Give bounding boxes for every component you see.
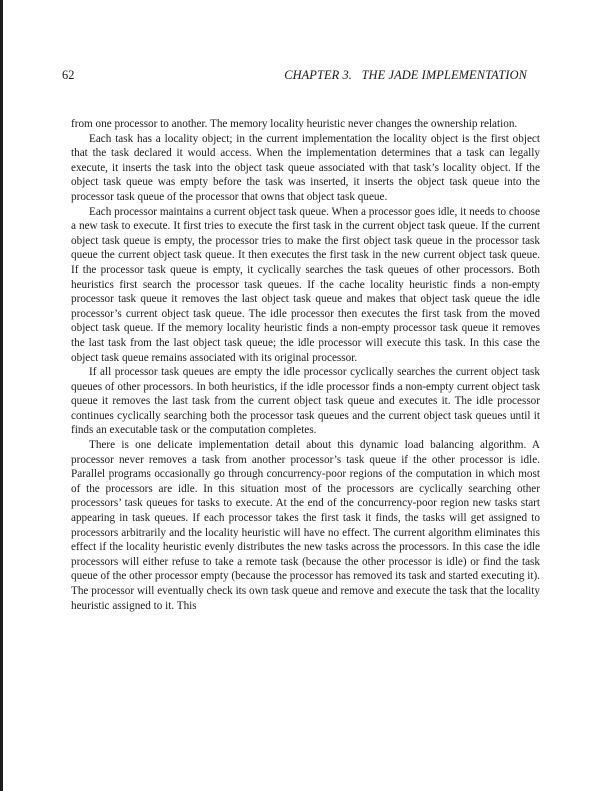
chapter-title: CHAPTER 3. THE JADE IMPLEMENTATION bbox=[284, 68, 527, 82]
scan-margin-edge bbox=[0, 0, 3, 791]
paragraph-implementation-detail: There is one delicate implementation detail about this dynamic load balancing algorithm. A processor never removes a task from another processor’s task queue if the other processor is idle. Parallel programs occasionally go through concurrency-poor regions of the computation in which most of the processors are idle. In this situation most of the processors are cyclically searching other processors’ task queues for tasks to execute. At the end of the concurrency-poor region new tasks start appearing in task queues. If each processor takes the first task it finds, the tasks will get assigned to processors arbitrarily and the locality heuristic will have no effect. The current algorithm eliminates this effect if the locality heuristic evenly distributes the new tasks across the processors. In this case the idle processors will either refuse to take a remote task (because the other processor is idle) or find the task queue of the other processor empty (because the processor has removed its task and started executing it). The processor will eventually check its own task queue and remove and execute the task that the locality heuristic assigned to it. This bbox=[71, 439, 540, 612]
paragraph-continuation: from one processor to another. The memory locality heuristic never changes the ownership relation. bbox=[71, 118, 518, 130]
paragraph-locality-object: Each task has a locality object; in the current implementation the locality object is the first object that the task declared it would access. When the implementation determines that a task can legally execute, it inserts the task into the object task queue associated with that task’s locality object. If the object task queue was empty before the task was inserted, it inserts the object task queue into the processor task queue of the processor that owns that object task queue. bbox=[71, 132, 540, 203]
paragraph-current-object-queue: Each processor maintains a current object task queue. When a processor goes idle, it needs to choose a new task to execute. It first tries to execute the first task in the current object task queue. If the current object task queue is empty, the processor tries to make the first object task queue in the processor task queue the current object task queue. It then executes the first task in the new current object task queue. If the processor task queue is empty, it cyclically searches the task queues of other processors. Both heuristics first search the processor task queues. If the cache locality heuristic finds a non-empty processor task queue it removes the last object task queue and makes that object task queue the idle processor’s current object task queue. The idle processor then executes the first task from the moved object task queue. If the memory locality heuristic finds a non-empty processor task queue it removes the last task from the last object task queue; the idle processor will execute this task. In this case the object task queue remains associated with its original processor. bbox=[71, 205, 540, 364]
body-text bbox=[71, 117, 540, 613]
page-number: 62 bbox=[62, 68, 75, 82]
paragraph-empty-queues: If all processor task queues are empty the idle processor cyclically searches the current object task queues of other processors. In both heuristics, if the idle processor finds a non-empty current object task queue it removes the last task from the current object task queue and executes it. The idle processor continues cyclically searching both the processor task queues and the current object task queues until it finds an executable task or the computation completes. bbox=[71, 366, 540, 437]
